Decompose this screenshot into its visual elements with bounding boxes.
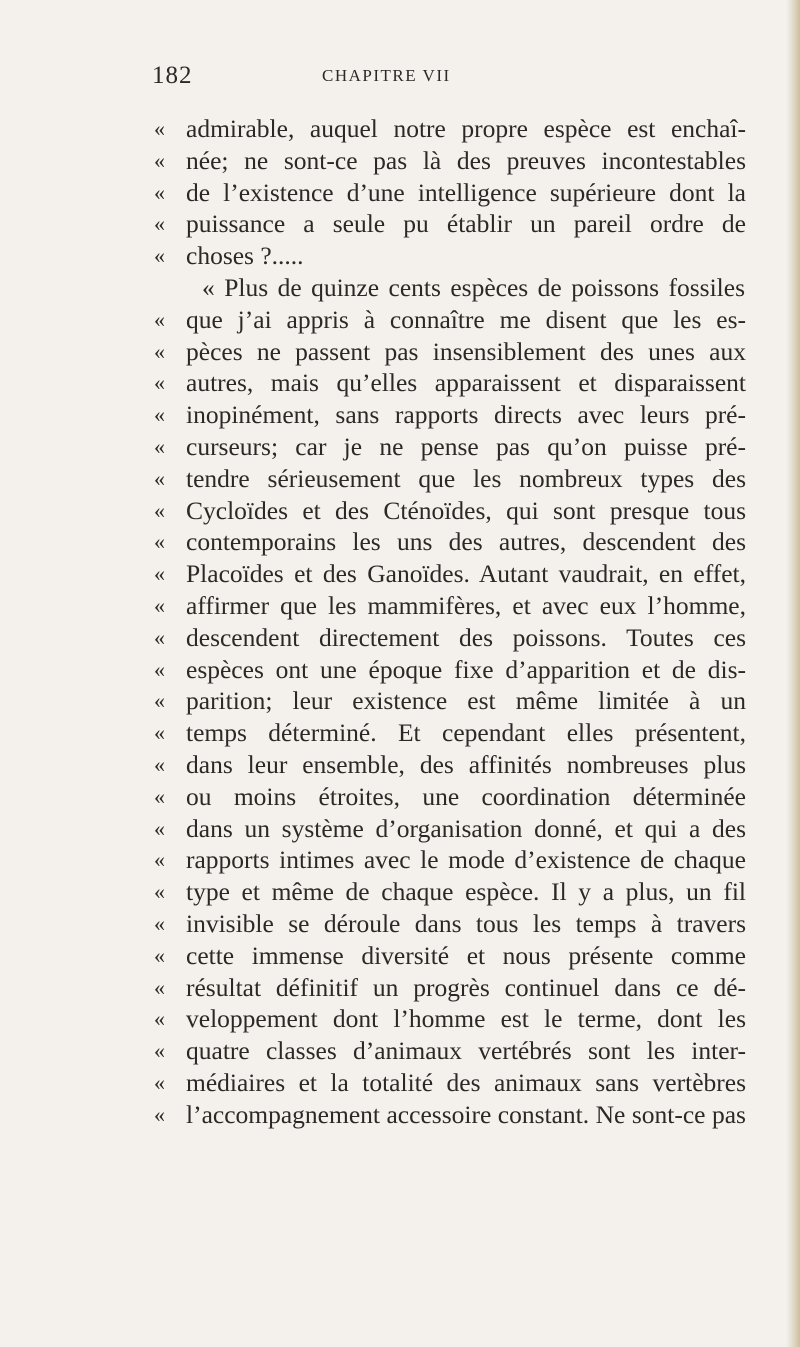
quote-mark: « bbox=[154, 433, 165, 459]
text-line bbox=[0, 685, 800, 717]
text-line bbox=[0, 717, 800, 749]
text-line bbox=[0, 1003, 800, 1035]
text-line bbox=[0, 431, 800, 463]
line-text: admirable, auquel notre propre espèce est enchaî- bbox=[186, 114, 746, 143]
line-text: inopinément, sans rapports directs avec leurs pré- bbox=[186, 400, 746, 430]
text-line bbox=[0, 749, 800, 781]
text-line bbox=[0, 208, 800, 240]
line-text: Placoïdes et des Ganoïdes. Autant vaudrait, en effet, bbox=[186, 559, 746, 589]
line-text: temps déterminé. Et cependant elles présentent, bbox=[186, 718, 746, 748]
text-line bbox=[0, 240, 800, 272]
quote-mark: « bbox=[154, 561, 165, 587]
quote-mark: « bbox=[154, 179, 165, 205]
quote-mark: « bbox=[154, 497, 165, 523]
text-line bbox=[0, 145, 800, 177]
running-head: CHAPITRE VII bbox=[322, 66, 451, 85]
quote-mark: « bbox=[154, 656, 165, 682]
text-line bbox=[0, 304, 800, 336]
line-text: curseurs; car je ne pense pas qu’on puisse pré- bbox=[186, 431, 746, 461]
quote-mark: « bbox=[154, 306, 165, 332]
line-text: résultat définitif un progrès continuel dans ce dé- bbox=[186, 972, 746, 1002]
line-text: choses ?..... bbox=[186, 241, 304, 271]
text-line bbox=[0, 463, 800, 495]
quote-mark: « bbox=[154, 243, 165, 269]
text-line bbox=[0, 654, 800, 686]
line-text: veloppement dont l’homme est le terme, dont les bbox=[186, 1004, 746, 1034]
text-line bbox=[0, 622, 800, 654]
text-line bbox=[0, 908, 800, 940]
line-text: descendent directement des poissons. Toutes ces bbox=[186, 622, 746, 652]
text-line bbox=[0, 781, 800, 813]
line-text: Cycloïdes et des Cténoïdes, qui sont presque tous bbox=[186, 495, 746, 525]
quote-mark: « bbox=[154, 465, 165, 491]
line-text: parition; leur existence est même limitée à un bbox=[186, 686, 746, 716]
text-line bbox=[0, 1099, 800, 1131]
quote-mark: « bbox=[154, 1006, 165, 1032]
line-text: de l’existence d’une intelligence supérieure dont la bbox=[186, 177, 746, 207]
line-text: que j’ai appris à connaître me disent que les es- bbox=[186, 304, 746, 334]
quote-mark: « bbox=[154, 529, 165, 555]
line-text: dans leur ensemble, des affinités nombreuses plus bbox=[186, 749, 746, 779]
quote-mark: « bbox=[154, 402, 165, 428]
page-number: 182 bbox=[152, 62, 193, 89]
text-line bbox=[0, 177, 800, 209]
text-line bbox=[0, 972, 800, 1004]
text-line bbox=[0, 590, 800, 622]
quote-mark: « bbox=[154, 815, 165, 841]
text-line bbox=[0, 336, 800, 368]
line-text: dans un système d’organisation donné, et qui a des bbox=[186, 813, 746, 843]
text-line bbox=[0, 526, 800, 558]
body-text bbox=[0, 113, 800, 1131]
line-text: pèces ne passent pas insensiblement des unes aux bbox=[186, 336, 746, 366]
quote-mark: « bbox=[154, 147, 165, 173]
line-text: contemporains les uns des autres, descendent des bbox=[186, 527, 746, 557]
line-text: médiaires et la totalité des animaux sans vertèbres bbox=[186, 1067, 746, 1097]
quote-mark: « bbox=[154, 879, 165, 905]
text-line bbox=[0, 113, 800, 145]
line-text: tendre sérieusement que les nombreux types des bbox=[186, 463, 746, 493]
quote-mark: « bbox=[154, 783, 165, 809]
quote-mark: « bbox=[154, 720, 165, 746]
quote-mark: « bbox=[154, 974, 165, 1000]
text-line bbox=[0, 399, 800, 431]
line-text: « Plus de quinze cents espèces de poissons fossiles bbox=[202, 272, 745, 302]
line-text: invisible se déroule dans tous les temps à travers bbox=[186, 908, 746, 938]
page-header bbox=[0, 62, 800, 92]
quote-mark: « bbox=[154, 1069, 165, 1095]
line-text: affirmer que les mammifères, et avec eux l’homme, bbox=[186, 590, 746, 620]
line-text: autres, mais qu’elles apparaissent et disparaissent bbox=[186, 368, 746, 398]
line-text: espèces ont une époque fixe d’apparition et de dis- bbox=[186, 654, 746, 684]
text-line bbox=[0, 495, 800, 527]
text-line bbox=[0, 367, 800, 399]
text-line bbox=[0, 876, 800, 908]
quote-mark: « bbox=[154, 211, 165, 237]
quote-mark: « bbox=[154, 624, 165, 650]
line-text: l’accompagnement accessoire constant. Ne sont-ce pas bbox=[186, 1099, 746, 1129]
quote-mark: « bbox=[154, 910, 165, 936]
quote-mark: « bbox=[154, 116, 165, 141]
text-line bbox=[0, 813, 800, 845]
line-text: type et même de chaque espèce. Il y a plus, un fil bbox=[186, 877, 746, 907]
line-text: quatre classes d’animaux vertébrés sont les inter- bbox=[186, 1036, 746, 1066]
quote-mark: « bbox=[154, 751, 165, 777]
quote-mark: « bbox=[154, 1101, 165, 1127]
text-line bbox=[0, 844, 800, 876]
text-line bbox=[0, 1067, 800, 1099]
quote-mark: « bbox=[154, 592, 165, 618]
line-text: rapports intimes avec le mode d’existence de chaque bbox=[186, 845, 746, 875]
quote-mark: « bbox=[154, 370, 165, 396]
quote-mark: « bbox=[154, 847, 165, 873]
line-text: cette immense diversité et nous présente comme bbox=[186, 940, 746, 970]
line-text: puissance a seule pu établir un pareil ordre de bbox=[186, 209, 746, 239]
text-line bbox=[0, 558, 800, 590]
quote-mark: « bbox=[154, 942, 165, 968]
quote-mark: « bbox=[154, 1038, 165, 1064]
line-text: née; ne sont-ce pas là des preuves incontestables bbox=[186, 145, 746, 175]
text-line bbox=[0, 940, 800, 972]
text-line bbox=[0, 1035, 800, 1067]
quote-mark: « bbox=[154, 688, 165, 714]
text-line bbox=[0, 272, 800, 304]
line-text: ou moins étroites, une coordination déterminée bbox=[186, 781, 746, 811]
quote-mark: « bbox=[154, 338, 165, 364]
